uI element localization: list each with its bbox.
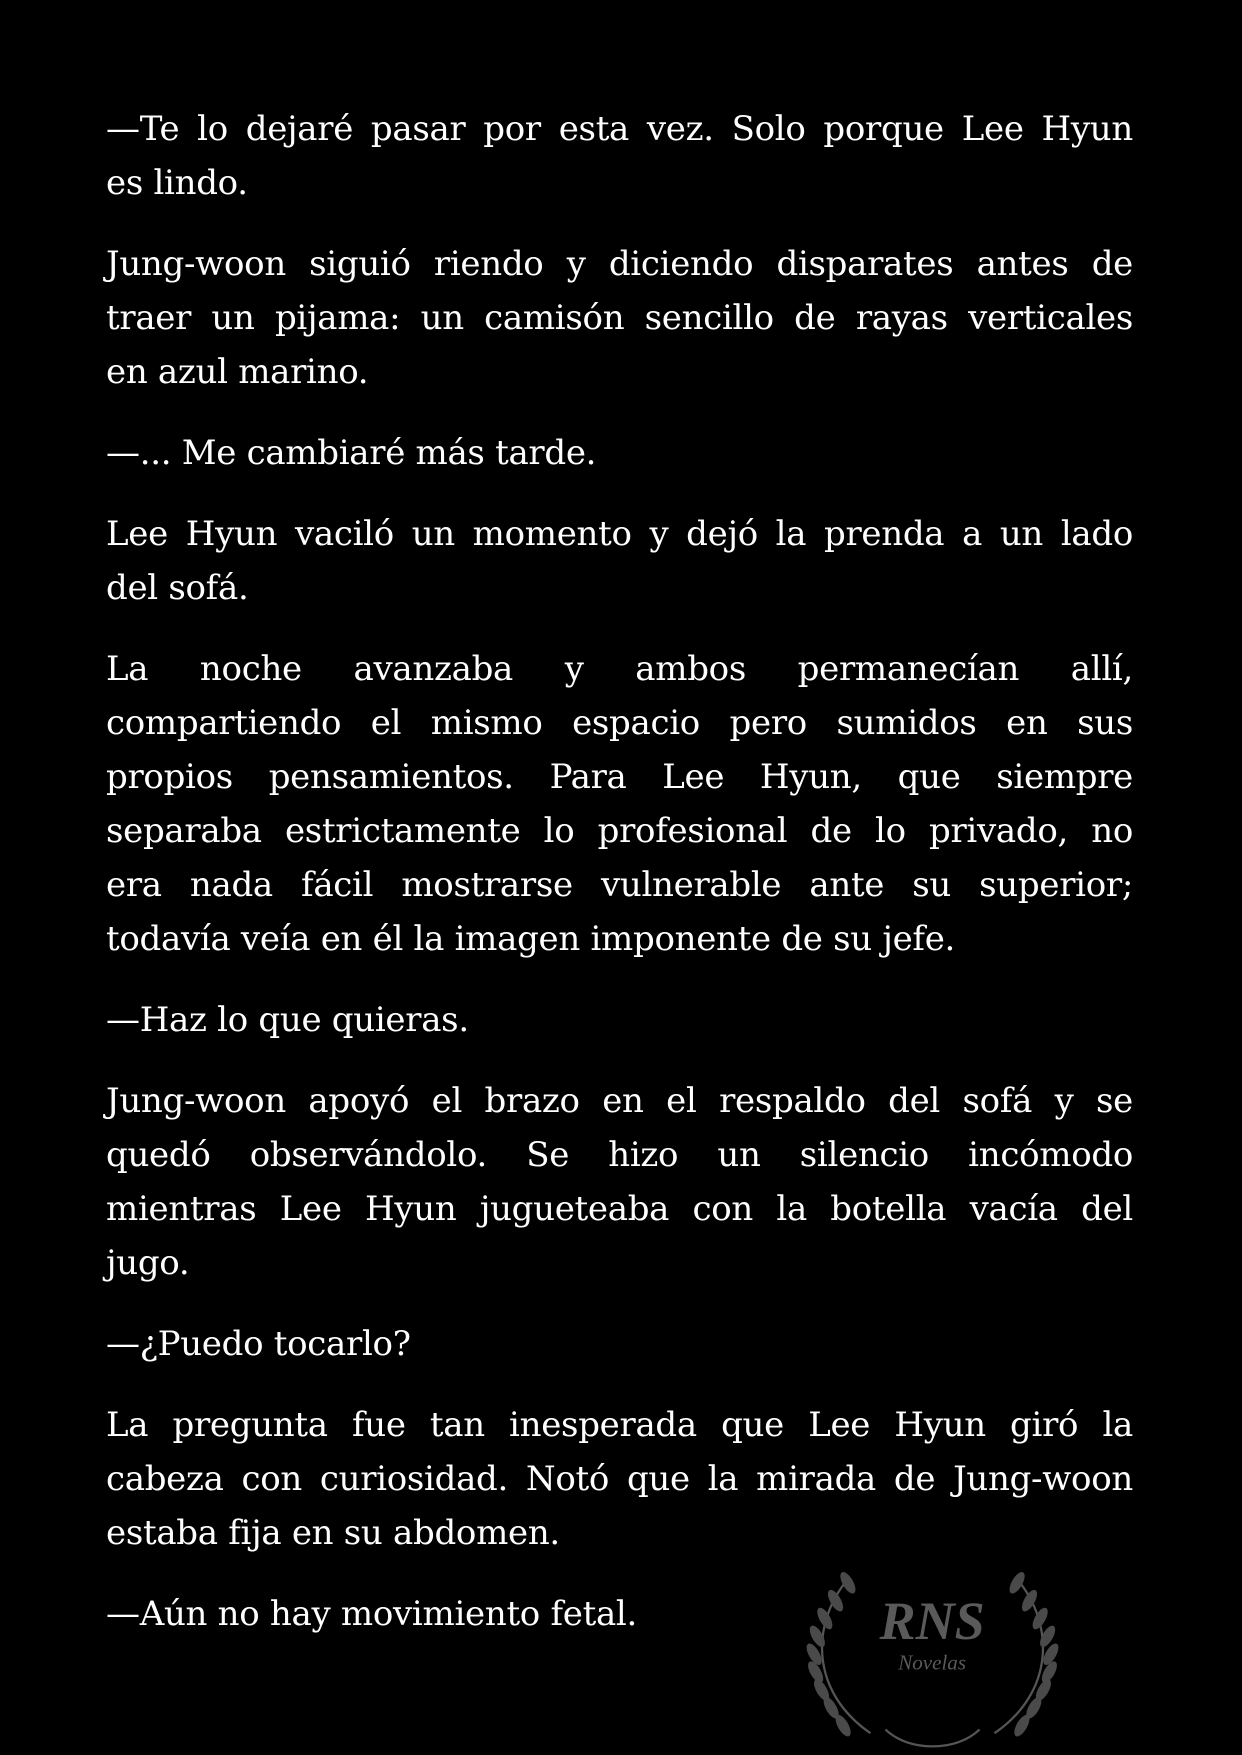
laurel-leaf (825, 1588, 846, 1614)
watermark-title: RNS (879, 1591, 985, 1652)
watermark-logo (760, 1564, 1105, 1752)
text-line: separaba estrictamente lo profesional de lo privado, no (106, 811, 1133, 851)
text-line: quedó observándolo. Se hizo un silencio incómodo (106, 1135, 1133, 1175)
paragraph (106, 993, 1133, 1047)
text-line: Jung-woon siguió riendo y diciendo disparates antes de (106, 244, 1133, 284)
text-line: Lee Hyun vaciló un momento y dejó la prenda a un lado (106, 514, 1133, 554)
text-line: —¿Puedo tocarlo? (106, 1324, 411, 1364)
text-line: mientras Lee Hyun jugueteaba con la botella vacía del (106, 1189, 1133, 1229)
paragraph (106, 426, 1133, 480)
text-line: era nada fácil mostrarse vulnerable ante su superior; (106, 865, 1133, 905)
text-line: La noche avanzaba y ambos permanecían allí, (106, 649, 1133, 689)
text-line: todavía veía en él la imagen imponente de su jefe. (106, 919, 956, 959)
text-line: —Te lo dejaré pasar por esta vez. Solo porque Lee Hyun (106, 109, 1133, 149)
paragraph (106, 507, 1133, 615)
text-line: La pregunta fue tan inesperada que Lee Hyun giró la (106, 1405, 1133, 1445)
text-line: traer un pijama: un camisón sencillo de rayas verticales (106, 298, 1133, 338)
paragraph (106, 237, 1133, 399)
laurel-leaf (1019, 1588, 1040, 1614)
text-line: del sofá. (106, 568, 249, 608)
text-line: —... Me cambiaré más tarde. (106, 433, 597, 473)
text-line: es lindo. (106, 163, 248, 203)
text-line: jugo. (106, 1243, 190, 1283)
text-line: estaba fija en su abdomen. (106, 1513, 560, 1553)
text-line: Jung-woon apoyó el brazo en el respaldo del sofá y se (106, 1081, 1133, 1121)
paragraph (106, 642, 1133, 966)
text-line: propios pensamientos. Para Lee Hyun, que siempre (106, 757, 1133, 797)
text-line: —Aún no hay movimiento fetal. (106, 1594, 638, 1634)
laurel-leaf (837, 1570, 858, 1596)
laurel-leaf (1007, 1570, 1028, 1596)
paragraph (106, 1317, 1133, 1371)
document-body (106, 102, 1133, 1668)
text-line: en azul marino. (106, 352, 369, 392)
watermark-subtitle: Novelas (898, 1650, 967, 1675)
text-line: compartiendo el mismo espacio pero sumidos en sus (106, 703, 1133, 743)
paragraph (106, 1074, 1133, 1290)
text-line: —Haz lo que quieras. (106, 1000, 469, 1040)
paragraph (106, 102, 1133, 210)
paragraph (106, 1398, 1133, 1560)
text-line: cabeza con curiosidad. Notó que la mirada de Jung-woon (106, 1459, 1133, 1499)
